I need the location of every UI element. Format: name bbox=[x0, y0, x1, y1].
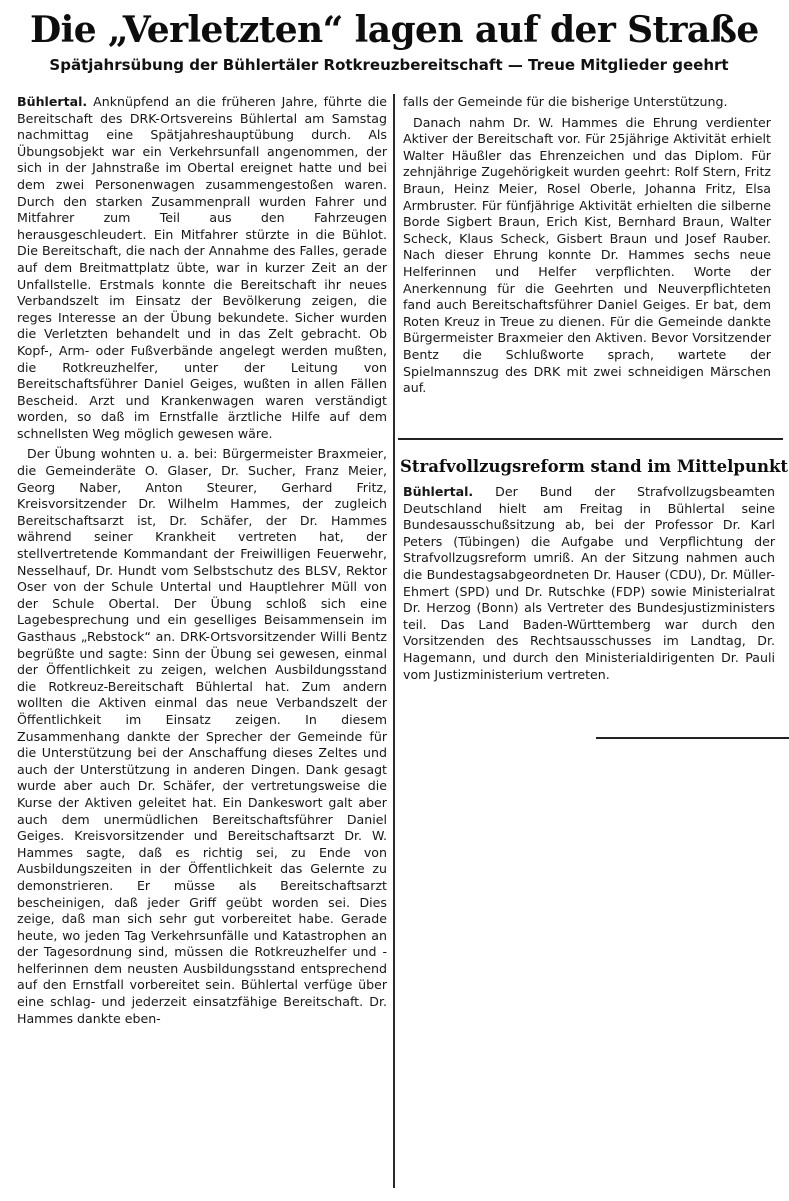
article-paragraph-4: Danach nahm Dr. W. Hammes die Ehrung verdienter Aktiver der Bereitschaft vor. Für 25jährige Aktivität erhielt Walter Häußler das Ehrenzeichen und das Diplom. Für zehnjährige Zugehörigkeit wurden geehrt: Rolf Stern, Fritz Braun, Heinz Meier, Rosel Oberle, Johanna Fritz, Elsa Armbruster. Für fünfjährige Aktivität erhielten die silberne Borde Sigbert Braun, Erich Kist, Bernhard Braun, Walter Scheck, Klaus Scheck, Gisbert Braun und Josef Rauber. Nach dieser Ehrung konnte Dr. Hammes sechs neue Helferinnen und Helfer verpflichten. Worte der Anerkennung für die Geehrten und Neuverpflichteten fand auch Bereitschaftsführer Daniel Geiges. Er bat, dem Roten Kreuz in Treue zu dienen. Für die Gemeinde dankte Bürgermeister Braxmeier den Aktiven. Bevor Vorsitzender Bentz die Schlußworte sprach, wartete der Spielmannszug des DRK mit zwei schneidigen Märschen auf. bbox=[403, 114, 771, 396]
article-dateline: Bühlertal. bbox=[17, 94, 88, 109]
article-paragraph-3: falls der Gemeinde für die bisherige Unterstützung. bbox=[403, 94, 728, 109]
article2-dateline: Bühlertal. bbox=[403, 484, 474, 499]
article2-body bbox=[403, 484, 775, 687]
article-paragraph-1 bbox=[17, 94, 387, 442]
article2-title: Strafvollzugsreform stand im Mittelpunkt bbox=[400, 457, 789, 476]
column-divider bbox=[393, 94, 395, 1188]
headline: Die „Verletzten“ lagen auf der Straße bbox=[30, 9, 759, 51]
article-paragraph-1-text: Anknüpfend an die früheren Jahre, führte die Bereitschaft des DRK-Ortsvereins Bühlertal am Samstag nachmittag eine Spätjahreshauptübung durch. Als Übungsobjekt war ein Verkehrsunfall angenommen, der sich in der Jahnstraße im Obertal ereignet hatte und bei dem zwei Personenwagen zusammengestoßen waren. Durch den starken Zusammenprall wurden Fahrer und Mitfahrer zum Teil aus den Fahrzeugen herausgeschleudert. Ein Mitfahrer stürzte in die Bühlot. Die Bereitschaft, die nach der Annahme des Falles, gerade auf dem Breitmattplatz übte, war in kurzer Zeit an der Unfallstelle. Erstmals konnte die Bereitschaft ihr neues Verbandszelt im Einsatz der Bevölkerung zeigen, die reges Interesse an der Übung bekundete. Sicher wurden die Verletzten behandelt und in das Zelt gebracht. Ob Kopf-, Arm- oder Fußverbände angelegt werden mußten, die Rotkreuzhelfer, unter der Leitung von Bereitschaftsführer Daniel Geiges, wußten in allen Fällen Bescheid. Arzt und Krankenwagen waren verständigt worden, so daß im Ernstfalle ärztliche Hilfe auf dem schnellsten Weg möglich gewesen wäre. bbox=[17, 94, 387, 441]
article2-paragraph-text: Der Bund der Strafvollzugsbeamten Deutschland hielt am Freitag in Bühlertal seine Bundesausschußsitzung ab, bei der Professor Dr. Karl Peters (Tübingen) die Aufgabe und Verpflichtung der Strafvollzugsreform umriß. An der Sitzung nahmen auch die Bundestagsabgeordneten Dr. Hauser (CDU), Dr. Müller-Ehmert (SPD) und Dr. Rutschke (FDP) sowie Ministerialrat Dr. Herzog (Bonn) als Vertreter des Bundesjustizministers teil. Das Land Baden-Württemberg war durch den Vorsitzenden des Rechtsausschusses im Landtag, Dr. Hagemann, und durch den Ministerialdirigenten Dr. Pauli vom Justizministerium vertreten. bbox=[403, 484, 775, 682]
article-column-left bbox=[17, 94, 387, 1031]
article-column-right bbox=[403, 94, 771, 401]
article2-end-rule bbox=[596, 737, 789, 739]
subheadline: Spätjahrsübung der Bühlertäler Rotkreuzbereitschaft — Treue Mitglieder geehrt bbox=[49, 56, 729, 74]
section-divider bbox=[398, 438, 783, 440]
article2-paragraph bbox=[403, 484, 775, 683]
article-paragraph-2: Der Übung wohnten u. a. bei: Bürgermeister Braxmeier, die Gemeinderäte O. Glaser, Dr. Sucher, Franz Meier, Georg Naber, Anton Steurer, Gerhard Fritz, Kreisvorsitzender Dr. Wilhelm Hammes, der zugleich Bereitschaftsarzt ist, Dr. Schäfer, der Dr. Hammes während seiner Krankheit vertreten hat, der stellvertretende Kommandant der Freiwilligen Feuerwehr, Nesselhauf, Dr. Hundt vom Selbstschutz des BLSV, Rektor Oser von der Schule Untertal und Hauptlehrer Müll von der Schule Obertal. Der Übung schloß sich eine Lagebesprechung und ein geselliges Beisammensein im Gasthaus „Rebstock“ an. DRK-Ortsvorsitzender Willi Bentz begrüßte und sagte: Sinn der Übung sei gewesen, einmal der Öffentlichkeit zu zeigen, welchen Ausbildungsstand die Rotkreuz-Bereitschaft Bühlertal hat. Zum andern wollten die Aktiven einmal das neue Verbandszelt der Öffentlichkeit im Einsatz zeigen. In diesem Zusammenhang dankte der Sprecher der Gemeinde für die Unterstützung bei der Anschaffung dieses Zeltes und auch der Unterstützung in anderen Dingen. Dank gesagt wurde aber auch Dr. Schäfer, der vertretungsweise die Kurse der Aktiven geleitet hat. Ein Dankeswort galt aber auch dem unermüdlichen Bereitschaftsführer Daniel Geiges. Kreisvorsitzender und Bereitschaftsarzt Dr. W. Hammes sagte, daß es richtig sei, zu Ende von Ausbildungszeiten in der Öffentlichkeit das Gelernte zu demonstrieren. Er müsse als Bereitschaftsarzt bescheinigen, daß jeder Griff geübt worden sei. Dies zeige, daß man sich sehr gut vorbereitet habe. Gerade heute, wo jeden Tag Verkehrsunfälle und Katastrophen an der Tagesordnung sind, müssen die Rotkreuzhelfer und -helferinnen dem neusten Ausbildungsstand entsprechend auf den Ernstfall vorbereitet sein. Bühlertal verfüge über eine schlag- und jederzeit einsatzfähige Bereitschaft. Dr. Hammes dankte eben- bbox=[17, 446, 387, 1026]
